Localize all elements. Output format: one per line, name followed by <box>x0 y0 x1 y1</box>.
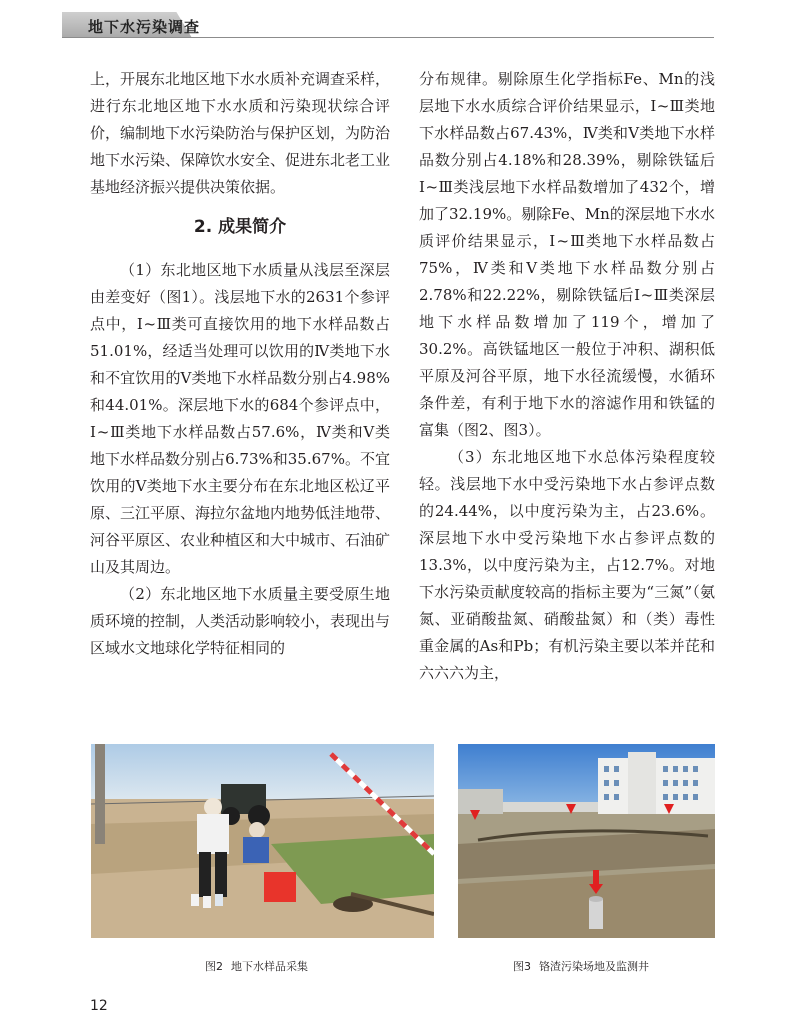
page-number: 12 <box>90 998 108 1014</box>
paragraph-3: （3）东北地区地下水总体污染程度较轻。浅层地下水中受污染地下水占参评点数的24.44%，以中度污染为主，占23.6%。深层地下水中受污染地下水占参评点数的13.3%，以中度污染为主，占12.7%。对地下水污染贡献度较高的指标主要为“三氮”（氨氮、亚硝酸盐氮、硝酸盐氮）和（类）毒性重金属的As和Pb；有机污染主要以苯并芘和六六六为主， <box>419 448 715 682</box>
paragraph-2: （2）东北地区地下水质量主要受原生地质环境的控制，人类活动影响较小，表现出与区域水文地球化学特征相同的 <box>90 585 391 657</box>
paragraph-1: （1）东北地区地下水质量从浅层至深层由差变好（图1）。浅层地下水的2631个参评点中，Ⅰ~Ⅲ类可直接饮用的地下水样品数占51.01%，经适当处理可以饮用的Ⅳ类地下水和不宜饮用的Ⅴ类地下水样品数分别占4.98%和44.01%。深层地下水的684个参评点中，Ⅰ~Ⅲ类地下水样品数占57.6%，Ⅳ类和Ⅴ类地下水样品数分别占6.73%和35.67%。不宜饮用的Ⅴ类地下水主要分布在东北地区松辽平原、三江平原、海拉尔盆地内地势低洼地带、河谷平原区、农业种植区和大中城市、石油矿山及其周边。 <box>90 261 391 576</box>
right-column <box>419 66 715 687</box>
figure-2-photo <box>91 744 434 938</box>
figure-2-caption-text: 地下水样品采集 <box>231 960 308 973</box>
figure-3-photo <box>458 744 715 938</box>
paragraph-continued: 上，开展东北地区地下水水质补充调查采样，进行东北地区地下水水质和污染现状综合评价，编制地下水污染防治与保护区划，为防治地下水污染、保障饮水安全、促进东北老工业基地经济振兴提供决策依据。 <box>90 70 391 196</box>
section-heading: 2. 成果简介 <box>193 217 287 237</box>
figure-3-number: 图3 <box>513 960 531 973</box>
figure-2-caption <box>205 958 308 974</box>
header-rule <box>62 37 714 38</box>
left-column <box>90 66 390 662</box>
figure-3-caption-text: 铬渣污染场地及监测井 <box>539 960 649 973</box>
paragraph-2-continued: 分布规律。剔除原生化学指标Fe、Mn的浅层地下水水质综合评价结果显示，Ⅰ~Ⅲ类地下水样品数占67.43%，Ⅳ类和Ⅴ类地下水样品数分别占4.18%和28.39%，剔除铁锰后Ⅰ~Ⅲ类浅层地下水样品数增加了432个，增加了32.19%。剔除Fe、Mn的深层地下水水质评价结果显示，Ⅰ~Ⅲ类地下水样品数占75%，Ⅳ类和Ⅴ类地下水样品数分别占2.78%和22.22%，剔除铁锰后Ⅰ~Ⅲ类深层地下水样品数增加了119个，增加了30.2%。高铁锰地区一般位于冲积、湖积低平原及河谷平原，地下水径流缓慢，水循环条件差，有利于地下水的溶滤作用和铁锰的富集（图2、图3）。 <box>419 70 715 439</box>
figure-3-caption <box>513 958 649 974</box>
figure-2-number: 图2 <box>205 960 223 973</box>
running-header-title: 地下水污染调查 <box>88 18 201 36</box>
